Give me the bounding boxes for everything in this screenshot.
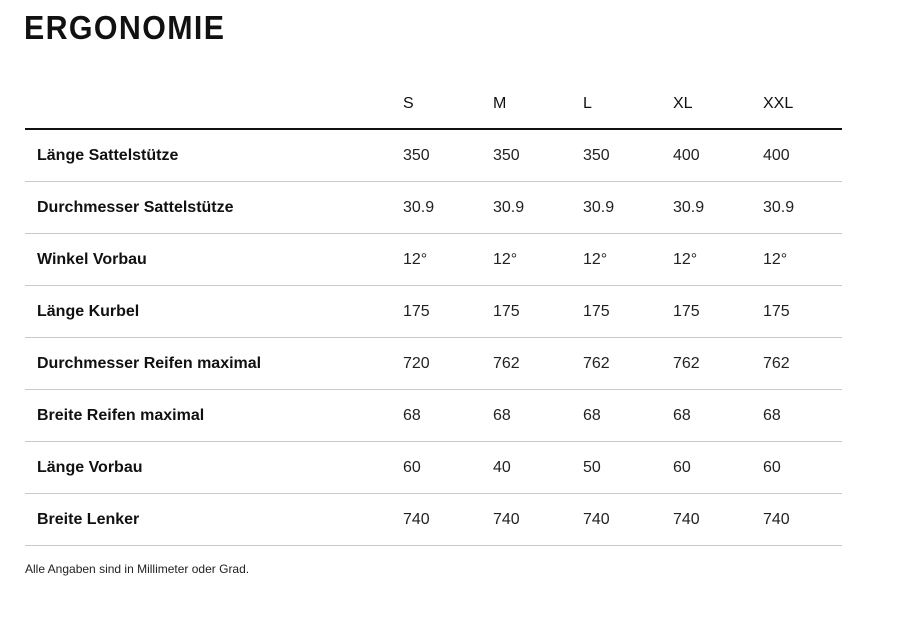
cell-value: 50	[583, 442, 673, 494]
cell-value: 762	[583, 338, 673, 390]
table-row	[25, 442, 842, 494]
cell-value: 350	[403, 129, 493, 182]
row-label: Länge Vorbau	[25, 442, 403, 494]
cell-value: 400	[673, 129, 763, 182]
cell-value: 12°	[673, 234, 763, 286]
cell-value: 60	[673, 442, 763, 494]
row-label: Durchmesser Reifen maximal	[25, 338, 403, 390]
page-title: ERGONOMIE	[24, 9, 226, 46]
table-row	[25, 338, 842, 390]
cell-value: 30.9	[403, 182, 493, 234]
size-header-xl: XL	[673, 78, 763, 129]
table-row	[25, 129, 842, 182]
row-label: Breite Reifen maximal	[25, 390, 403, 442]
cell-value: 30.9	[763, 182, 842, 234]
cell-value: 60	[403, 442, 493, 494]
size-header-xxl: XXL	[763, 78, 842, 129]
cell-value: 12°	[403, 234, 493, 286]
row-label: Durchmesser Sattelstütze	[25, 182, 403, 234]
cell-value: 740	[763, 494, 842, 546]
cell-value: 30.9	[673, 182, 763, 234]
cell-value: 740	[583, 494, 673, 546]
cell-value: 12°	[763, 234, 842, 286]
ergonomics-table	[25, 78, 842, 546]
cell-value: 762	[673, 338, 763, 390]
cell-value: 740	[403, 494, 493, 546]
cell-value: 175	[493, 286, 583, 338]
cell-value: 68	[583, 390, 673, 442]
table-header-row	[25, 78, 842, 129]
size-header-m: M	[493, 78, 583, 129]
cell-value: 175	[403, 286, 493, 338]
cell-value: 400	[763, 129, 842, 182]
row-label: Länge Kurbel	[25, 286, 403, 338]
cell-value: 175	[583, 286, 673, 338]
cell-value: 12°	[583, 234, 673, 286]
cell-value: 68	[673, 390, 763, 442]
row-label: Winkel Vorbau	[25, 234, 403, 286]
table-row	[25, 494, 842, 546]
size-header-l: L	[583, 78, 673, 129]
cell-value: 68	[493, 390, 583, 442]
cell-value: 68	[403, 390, 493, 442]
cell-value: 350	[583, 129, 673, 182]
cell-value: 30.9	[493, 182, 583, 234]
cell-value: 40	[493, 442, 583, 494]
cell-value: 68	[763, 390, 842, 442]
cell-value: 30.9	[583, 182, 673, 234]
table-row	[25, 234, 842, 286]
table-row	[25, 182, 842, 234]
row-label: Breite Lenker	[25, 494, 403, 546]
cell-value: 60	[763, 442, 842, 494]
cell-value: 720	[403, 338, 493, 390]
cell-value: 175	[763, 286, 842, 338]
cell-value: 762	[493, 338, 583, 390]
cell-value: 175	[673, 286, 763, 338]
units-footnote: Alle Angaben sind in Millimeter oder Grad.	[25, 562, 250, 576]
table-row	[25, 390, 842, 442]
table-row	[25, 286, 842, 338]
cell-value: 12°	[493, 234, 583, 286]
row-label: Länge Sattelstütze	[25, 129, 403, 182]
cell-value: 762	[763, 338, 842, 390]
cell-value: 350	[493, 129, 583, 182]
header-label-cell	[25, 78, 403, 129]
cell-value: 740	[493, 494, 583, 546]
size-header-s: S	[403, 78, 493, 129]
cell-value: 740	[673, 494, 763, 546]
